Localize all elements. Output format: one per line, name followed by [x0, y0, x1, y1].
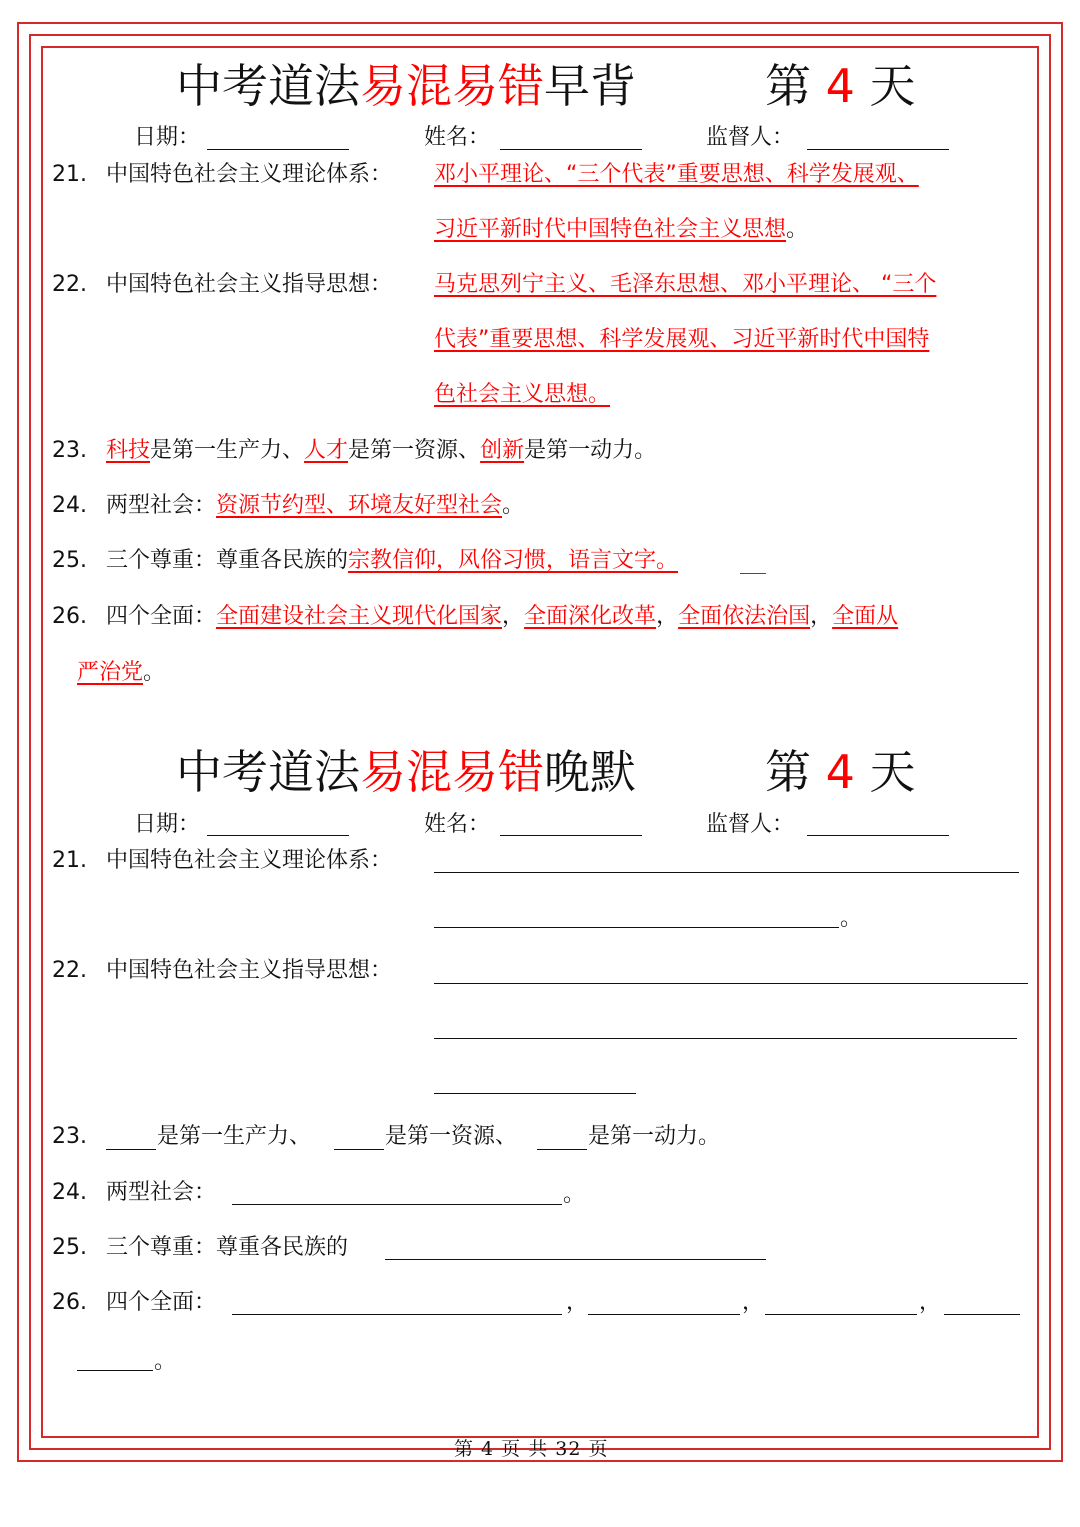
q22-answer-line3	[434, 380, 610, 410]
q21-number: 21.	[52, 162, 87, 187]
q22-answer-text3: 色社会主义思想。	[434, 382, 611, 407]
q22-answer-text1: 马克思列宁主义、毛泽东思想、邓小平理论、 “三个	[434, 272, 937, 297]
evening-title	[176, 744, 636, 800]
q22-blank-line1[interactable]	[434, 983, 1028, 984]
name-field[interactable]	[500, 835, 642, 836]
q26-sep1: ，	[502, 604, 525, 629]
q23-number: 23.	[52, 1124, 87, 1149]
q25-blank[interactable]	[385, 1259, 766, 1260]
q23-text1: 是第一生产力、	[157, 1124, 312, 1149]
q26-answer-d2: 严治党	[77, 660, 144, 685]
page-footer: 第 4 页 共 32 页	[454, 1438, 609, 1460]
day-number: 4	[825, 745, 855, 799]
q26-answer-b: 全面深化改革	[524, 604, 657, 629]
title-suffix: 晚默	[544, 745, 636, 799]
q26-number: 26.	[52, 1290, 87, 1315]
q23-text1: 是第一生产力、	[150, 438, 305, 463]
q21-answer-line2	[434, 215, 808, 245]
day-prefix: 第	[765, 59, 811, 113]
q26-sep2: ，	[656, 604, 679, 629]
date-field[interactable]	[207, 149, 349, 150]
q25-label: 三个尊重：尊重各民族的	[106, 1235, 349, 1260]
supervisor-label: 监督人：	[706, 125, 795, 150]
q26-answer-c: 全面依法治国	[678, 604, 811, 629]
q22-number: 22.	[52, 958, 87, 983]
q26-sep3: ，	[810, 604, 833, 629]
q23-text2: 是第一资源、	[348, 438, 481, 463]
q26-sep3: ，	[919, 1290, 942, 1315]
day-suffix: 天	[869, 745, 916, 799]
q23-number: 23.	[52, 438, 87, 463]
q21-label: 中国特色社会主义理论体系：	[106, 848, 393, 873]
supervisor-field[interactable]	[807, 835, 949, 836]
supervisor-label: 监督人：	[706, 812, 795, 837]
q26-answer-a: 全面建设社会主义现代化国家	[216, 604, 503, 629]
title-prefix: 中考道法	[176, 745, 360, 799]
q25-number: 25.	[52, 1235, 87, 1260]
q22-label: 中国特色社会主义指导思想：	[106, 958, 393, 983]
name-label: 姓名：	[424, 125, 491, 150]
q21-answer-line1	[434, 160, 919, 190]
q21-answer-text1: 邓小平理论、“三个代表”重要思想、科学发展观、	[434, 162, 919, 187]
q22-blank-line3[interactable]	[434, 1093, 636, 1094]
date-label: 日期：	[134, 812, 201, 837]
inner-frame	[41, 46, 1039, 1438]
q22-blank-line2[interactable]	[434, 1038, 1017, 1039]
q23-blank-b[interactable]	[334, 1149, 384, 1150]
q25-label: 三个尊重：尊重各民族的	[106, 548, 349, 573]
q25-answer-underline-tail	[740, 573, 766, 574]
q21-number: 21.	[52, 848, 87, 873]
q24-number: 24.	[52, 1180, 87, 1205]
day-number: 4	[825, 59, 855, 113]
q21-answer-text2: 习近平新时代中国特色社会主义思想	[434, 217, 787, 242]
q22-answer-text2: 代表”重要思想、科学发展观、习近平新时代中国特	[434, 327, 930, 352]
supervisor-field[interactable]	[807, 149, 949, 150]
q23-text2: 是第一资源、	[385, 1124, 518, 1149]
q22-answer-line2	[434, 325, 929, 355]
name-label: 姓名：	[424, 812, 491, 837]
q24-answer: 资源节约型、环境友好型社会	[216, 493, 503, 518]
q23-answer-b: 人才	[304, 438, 349, 463]
q24-label: 两型社会：	[106, 493, 217, 518]
q22-label: 中国特色社会主义指导思想：	[106, 272, 393, 297]
q25-number: 25.	[52, 548, 87, 573]
q21-end: 。	[840, 906, 863, 931]
q23-answer-a: 科技	[106, 438, 151, 463]
q22-answer-line1	[434, 270, 936, 300]
q26-text	[106, 602, 898, 632]
q26-blank-b[interactable]	[588, 1314, 740, 1315]
q21-blank-line2[interactable]	[434, 927, 839, 928]
q23-blank-a[interactable]	[106, 1149, 156, 1150]
q24-text	[106, 491, 524, 521]
q26-sep2: ，	[742, 1290, 765, 1315]
morning-day	[765, 58, 916, 114]
q26-end: 。	[143, 660, 166, 685]
q26-blank-a[interactable]	[232, 1314, 562, 1315]
q26-blank-d2[interactable]	[77, 1370, 153, 1371]
q25-answer: 宗教信仰，风俗习惯，语言文字。	[348, 548, 679, 573]
title-suffix: 早背	[544, 59, 636, 113]
q25-text	[106, 546, 678, 576]
q26-answer-d1: 全面从	[832, 604, 899, 629]
q23-text	[106, 436, 656, 466]
q21-blank-line1[interactable]	[434, 872, 1019, 873]
day-suffix: 天	[869, 59, 916, 113]
date-label: 日期：	[134, 125, 201, 150]
title-prefix: 中考道法	[176, 59, 360, 113]
q22-number: 22.	[52, 272, 87, 297]
q24-number: 24.	[52, 493, 87, 518]
day-prefix: 第	[765, 745, 811, 799]
q21-end: 。	[786, 217, 809, 242]
date-field[interactable]	[207, 835, 349, 836]
morning-title	[176, 58, 636, 114]
q24-label: 两型社会：	[106, 1180, 217, 1205]
q23-answer-c: 创新	[480, 438, 525, 463]
q26-line2	[77, 658, 165, 688]
q24-end: 。	[563, 1182, 586, 1207]
q24-end: 。	[502, 493, 525, 518]
q23-text3: 是第一动力。	[588, 1124, 721, 1149]
q26-label: 四个全面：	[106, 604, 217, 629]
q26-blank-d1[interactable]	[944, 1314, 1020, 1315]
q23-blank-c[interactable]	[537, 1149, 587, 1150]
q23-text3: 是第一动力。	[524, 438, 657, 463]
title-highlight: 易混易错	[360, 59, 544, 113]
evening-day	[765, 744, 916, 800]
q26-blank-c[interactable]	[765, 1314, 917, 1315]
q26-number: 26.	[52, 604, 87, 629]
q21-label: 中国特色社会主义理论体系：	[106, 162, 393, 187]
q24-blank[interactable]	[232, 1204, 562, 1205]
q26-end: 。	[154, 1349, 177, 1374]
name-field[interactable]	[500, 149, 642, 150]
q26-label: 四个全面：	[106, 1290, 217, 1315]
title-highlight: 易混易错	[360, 745, 544, 799]
q26-sep1: ，	[566, 1290, 589, 1315]
